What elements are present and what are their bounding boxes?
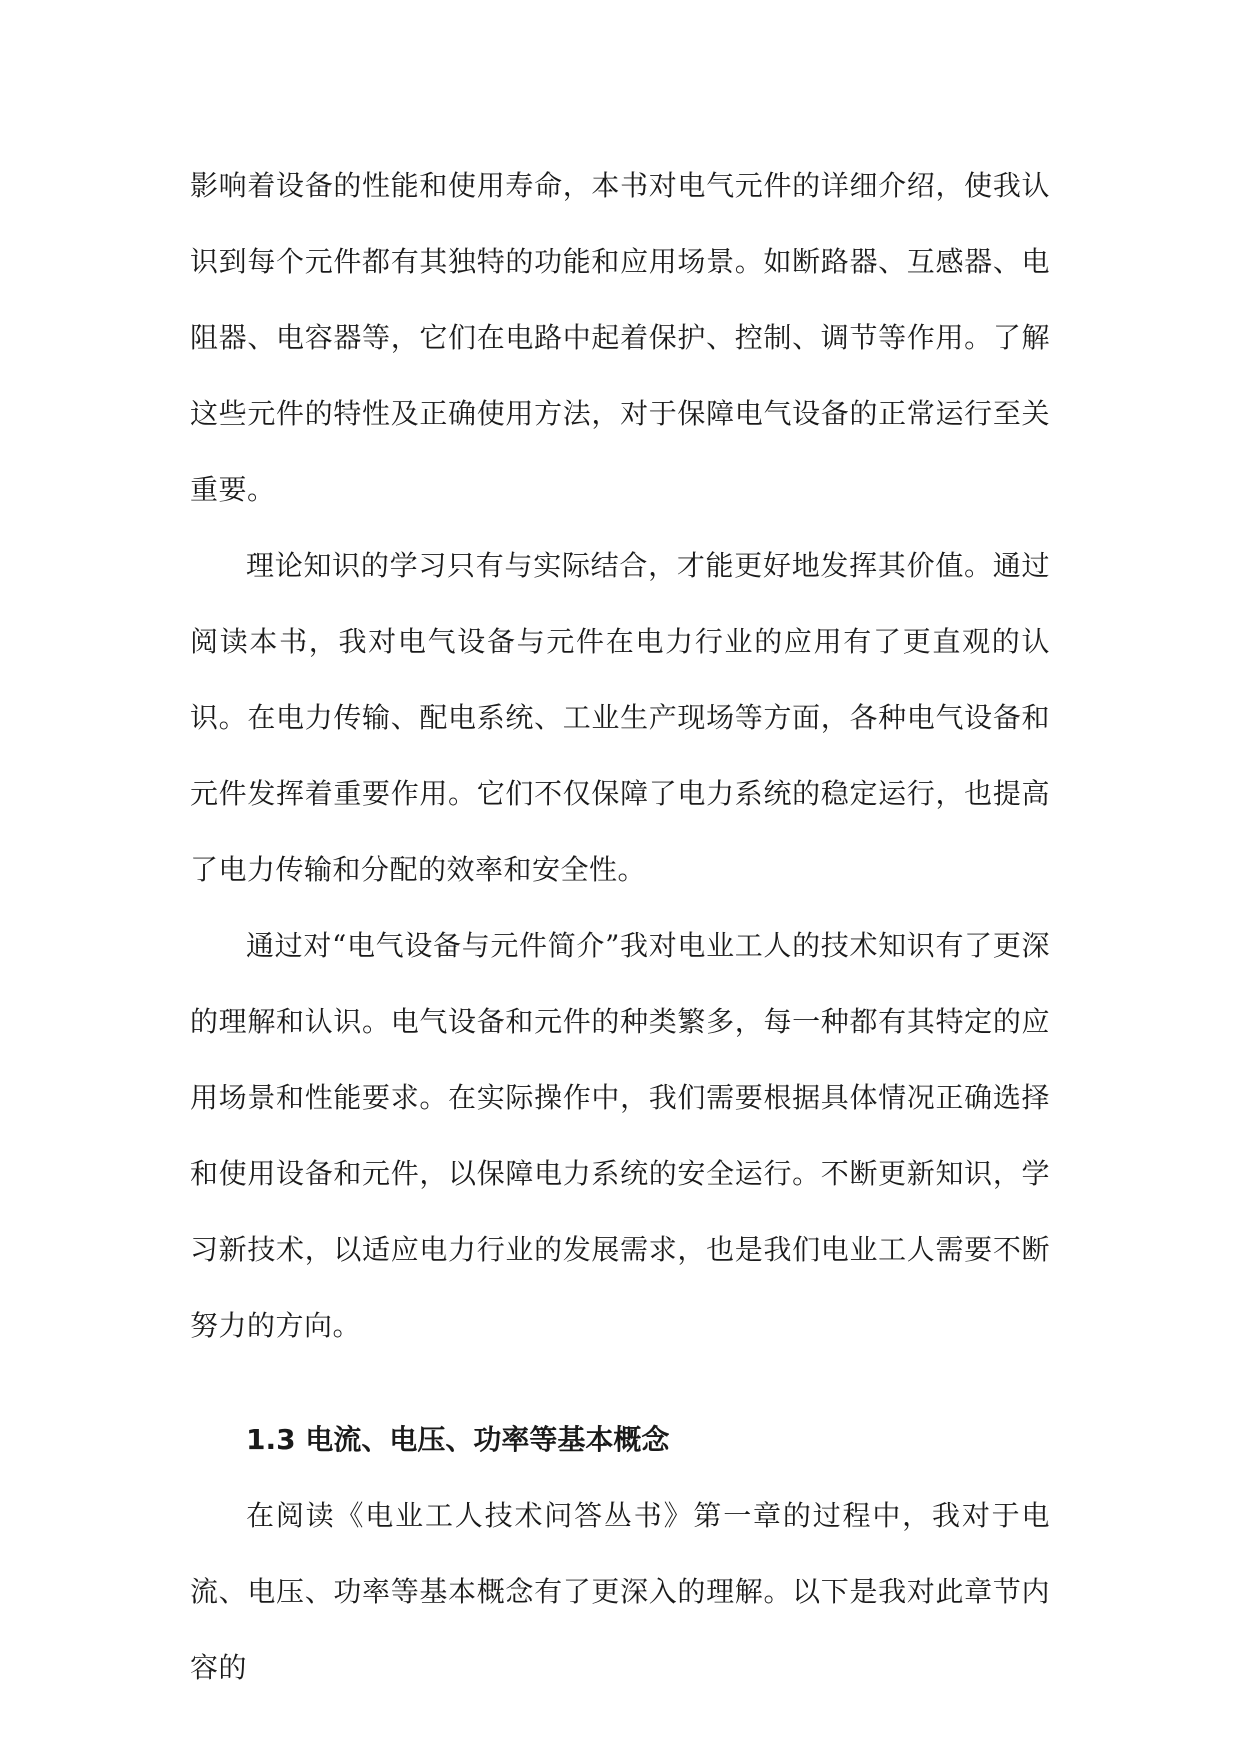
document-body [190,148,1050,1706]
paragraph-summary: 通过对“电气设备与元件简介”我对电业工人的技术知识有了更深的理解和认识。电气设备和元件的种类繁多，每一种都有其特定的应用场景和性能要求。在实际操作中，我们需要根据具体情况正确选择和使用设备和元件，以保障电力系统的安全运行。不断更新知识，学习新技术，以适应电力行业的发展需求，也是我们电业工人需要不断努力的方向。 [190,929,1050,1342]
paragraph-continued: 影响着设备的性能和使用寿命，本书对电气元件的详细介绍，使我认识到每个元件都有其独特的功能和应用场景。如断路器、互感器、电阻器、电容器等，它们在电路中起着保护、控制、调节等作用。了解这些元件的特性及正确使用方法，对于保障电气设备的正常运行至关重要。 [190,169,1050,506]
paragraph-section-intro: 在阅读《电业工人技术问答丛书》第一章的过程中，我对于电流、电压、功率等基本概念有了更深入的理解。以下是我对此章节内容的 [190,1499,1050,1684]
section-heading: 1.3 电流、电压、功率等基本概念 [246,1423,670,1456]
paragraph-theory-practice: 理论知识的学习只有与实际结合，才能更好地发挥其价值。通过阅读本书，我对电气设备与元件在电力行业的应用有了更直观的认识。在电力传输、配电系统、工业生产现场等方面，各种电气设备和元件发挥着重要作用。它们不仅保障了电力系统的稳定运行，也提高了电力传输和分配的效率和安全性。 [190,549,1050,886]
